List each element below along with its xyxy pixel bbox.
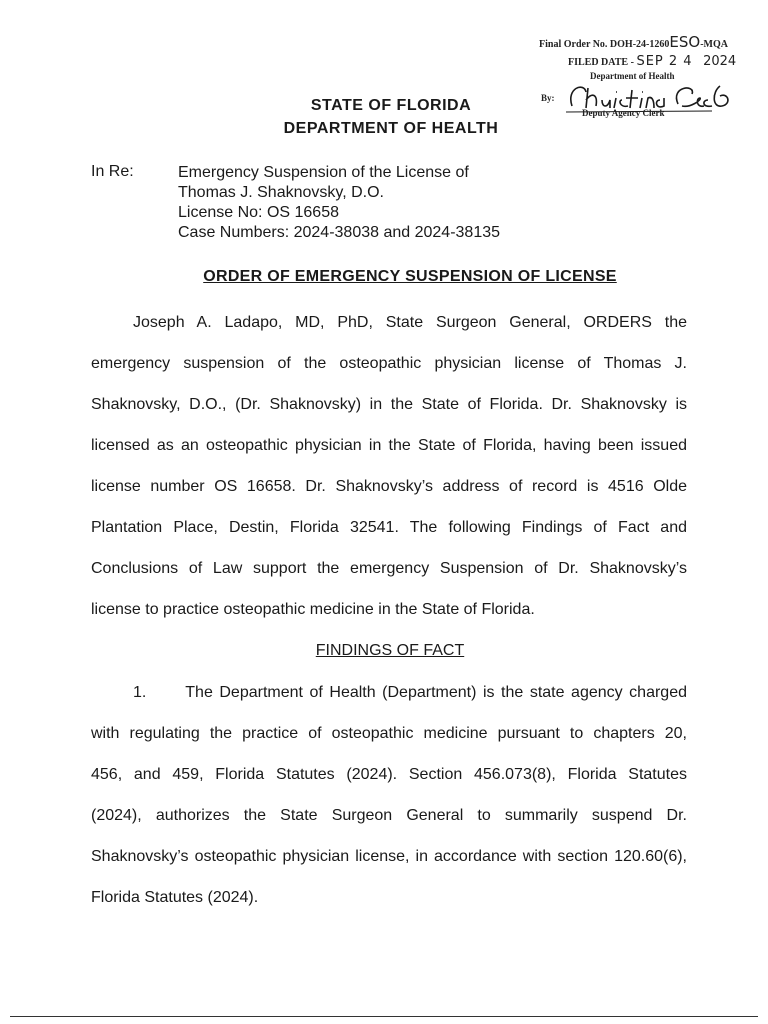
intro-line: Conclusions of Law support the emergency Suspension of Dr. Shaknovsky’s	[91, 560, 687, 577]
in-re-label: In Re:	[91, 163, 134, 180]
finding-line: 456, and 459, Florida Statutes (2024). Section 456.073(8), Florida Statutes	[91, 766, 687, 783]
intro-line: license to practice osteopathic medicine in the State of Florida.	[91, 601, 535, 618]
in-re-line: License No: OS 16658	[178, 204, 339, 221]
header-state: STATE OF FLORIDA	[310, 97, 472, 114]
findings-heading: FINDINGS OF FACT	[315, 642, 465, 659]
intro-line: Joseph A. Ladapo, MD, PhD, State Surgeon General, ORDERS the	[133, 314, 687, 331]
intro-line: Plantation Place, Destin, Florida 32541. The following Findings of Fact and	[91, 519, 687, 536]
stamp-by-label: By:	[541, 93, 555, 103]
finding-line: with regulating the practice of osteopathic medicine pursuant to chapters 20,	[91, 725, 687, 742]
order-number-prefix: Final Order No. DOH-24-1260	[539, 39, 670, 50]
filed-date-value: SEP 2 4	[636, 54, 693, 69]
final-order-number	[539, 33, 728, 51]
finding-line: Florida Statutes (2024).	[91, 889, 259, 906]
intro-line: license number OS 16658. Dr. Shaknovsky’s address of record is 4516 Olde	[91, 478, 687, 495]
in-re-block	[178, 163, 500, 243]
in-re-line: Thomas J. Shaknovsky, D.O.	[178, 184, 384, 201]
finding-line: (2024), authorizes the State Surgeon General to summarily suspend Dr.	[91, 807, 687, 824]
intro-line: emergency suspension of the osteopathic physician license of Thomas J.	[91, 355, 687, 372]
filed-date-year: 2024	[703, 54, 737, 69]
filed-date-label: FILED DATE -	[568, 57, 634, 68]
order-number-handwritten: ESO	[669, 33, 701, 51]
stamp-clerk-title: Deputy Agency Clerk	[582, 108, 665, 118]
stamp-department: Department of Health	[590, 71, 675, 81]
header-department: DEPARTMENT OF HEALTH	[283, 120, 499, 137]
finding-line: Shaknovsky’s osteopathic physician license, in accordance with section 120.60(6),	[91, 848, 687, 865]
order-title: ORDER OF EMERGENCY SUSPENSION OF LICENSE	[203, 268, 617, 285]
page-bottom-rule	[10, 1016, 758, 1017]
finding-line: 1. The Department of Health (Department) is the state agency charged	[133, 684, 687, 701]
in-re-line: Case Numbers: 2024-38038 and 2024-38135	[178, 224, 501, 241]
filed-date	[568, 54, 736, 69]
order-number-suffix: -MQA	[700, 39, 728, 50]
intro-line: Shaknovsky, D.O., (Dr. Shaknovsky) in the State of Florida. Dr. Shaknovsky is	[91, 396, 687, 413]
in-re-line: Emergency Suspension of the License of	[178, 164, 469, 181]
intro-line: licensed as an osteopathic physician in the State of Florida, having been issued	[91, 437, 687, 454]
